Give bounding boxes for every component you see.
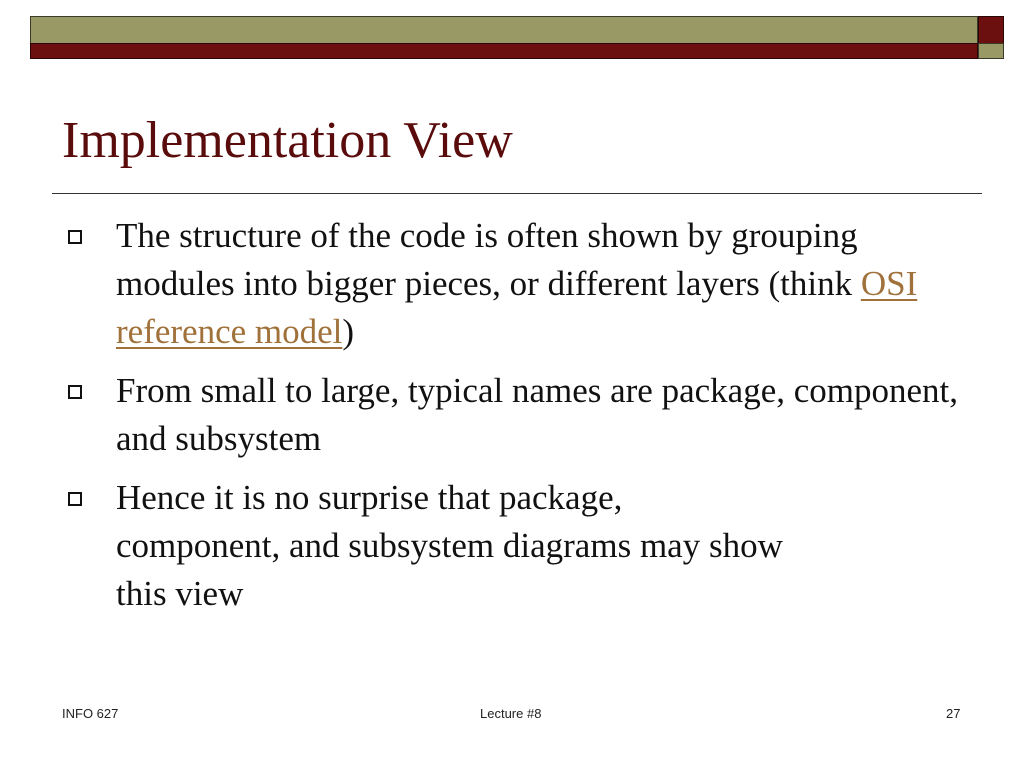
banner-olive-square	[978, 43, 1004, 59]
hollow-square-bullet-icon	[68, 492, 82, 506]
bullet-item	[62, 367, 962, 463]
hollow-square-bullet-icon	[68, 385, 82, 399]
slide-title: Implementation View	[62, 112, 513, 169]
bullet-text-before-link: The structure of the code is often shown by grouping modules into bigger pieces, or different layers (think	[116, 216, 861, 303]
bullet-text: From small to large, typical names are package, component, and subsystem	[116, 371, 958, 458]
bullet-text	[116, 212, 962, 356]
footer-course-code: INFO 627	[62, 706, 119, 721]
title-divider	[52, 193, 982, 194]
banner-red-bar	[30, 43, 978, 59]
bullet-text: Hence it is no surprise that package, component, and subsystem diagrams may show this view	[116, 478, 783, 613]
bullet-list	[62, 212, 962, 629]
bullet-item	[62, 474, 962, 618]
footer-slide-number: 27	[946, 706, 961, 721]
hollow-square-bullet-icon	[68, 230, 82, 244]
banner-olive-bar	[30, 16, 978, 44]
bullet-text-after-link: )	[342, 312, 355, 351]
banner-red-square	[978, 16, 1004, 44]
footer-lecture-number: Lecture #8	[480, 706, 542, 721]
bullet-item	[62, 212, 962, 356]
osi-reference-model-link[interactable]: OSI reference model	[116, 264, 918, 351]
